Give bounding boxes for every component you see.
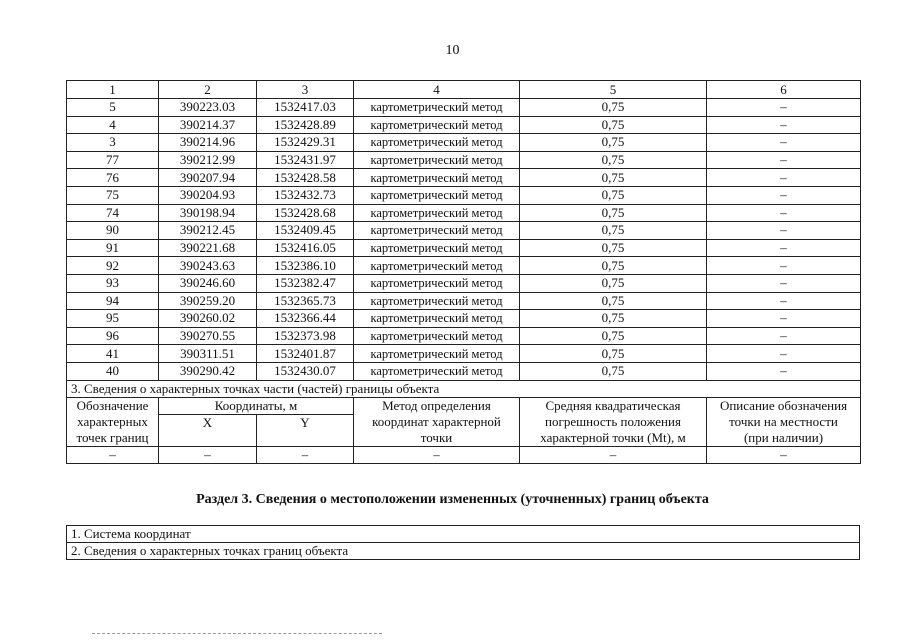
column-number: 2: [159, 81, 257, 99]
empty-cell: –: [257, 446, 354, 463]
coordinates-header: Координаты, м: [159, 397, 354, 414]
method-cell: картометрический метод: [354, 134, 520, 152]
empty-row: [67, 446, 861, 463]
point-number-cell: 77: [67, 151, 159, 169]
accuracy-cell: 0,75: [520, 327, 707, 345]
section-3-title: Раздел 3. Сведения о местоположении измененных (уточненных) границ объекта: [196, 492, 709, 507]
accuracy-cell: 0,75: [520, 257, 707, 275]
point-number-cell: 90: [67, 222, 159, 240]
point-number-cell: 95: [67, 310, 159, 328]
accuracy-cell: 0,75: [520, 345, 707, 363]
table-row: [67, 169, 861, 187]
section-3-row: [67, 543, 860, 560]
point-number-cell: 75: [67, 186, 159, 204]
x-cell: 390223.03: [159, 99, 257, 117]
accuracy-header: Средняя квадратическая погрешность положения характерной точки (Mt), м: [520, 397, 707, 446]
y-cell: 1532428.89: [257, 116, 354, 134]
table-row: [67, 274, 861, 292]
table-row: [67, 204, 861, 222]
point-number-cell: 3: [67, 134, 159, 152]
table-row: [67, 257, 861, 275]
accuracy-cell: 0,75: [520, 134, 707, 152]
point-number-cell: 76: [67, 169, 159, 187]
description-cell: –: [707, 327, 861, 345]
y-cell: 1532429.31: [257, 134, 354, 152]
accuracy-cell: 0,75: [520, 116, 707, 134]
point-number-cell: 94: [67, 292, 159, 310]
section-3-table: [66, 525, 860, 560]
accuracy-cell: 0,75: [520, 274, 707, 292]
y-cell: 1532386.10: [257, 257, 354, 275]
x-cell: 390290.42: [159, 362, 257, 380]
y-cell: 1532373.98: [257, 327, 354, 345]
point-number-cell: 74: [67, 204, 159, 222]
accuracy-cell: 0,75: [520, 204, 707, 222]
x-cell: 390207.94: [159, 169, 257, 187]
table-row: [67, 116, 861, 134]
x-cell: 390259.20: [159, 292, 257, 310]
method-cell: картометрический метод: [354, 274, 520, 292]
x-cell: 390214.37: [159, 116, 257, 134]
method-cell: картометрический метод: [354, 151, 520, 169]
page-number: 10: [445, 43, 460, 58]
column-number: 6: [707, 81, 861, 99]
point-number-cell: 40: [67, 362, 159, 380]
description-cell: –: [707, 116, 861, 134]
empty-cell: –: [67, 446, 159, 463]
point-number-cell: 41: [67, 345, 159, 363]
y-cell: 1532430.07: [257, 362, 354, 380]
y-cell: 1532409.45: [257, 222, 354, 240]
empty-cell: –: [354, 446, 520, 463]
description-cell: –: [707, 151, 861, 169]
description-cell: –: [707, 222, 861, 240]
method-cell: картометрический метод: [354, 345, 520, 363]
method-cell: картометрический метод: [354, 257, 520, 275]
description-cell: –: [707, 134, 861, 152]
method-cell: картометрический метод: [354, 186, 520, 204]
y-cell: 1532382.47: [257, 274, 354, 292]
point-number-cell: 5: [67, 99, 159, 117]
empty-cell: –: [159, 446, 257, 463]
x-cell: 390212.45: [159, 222, 257, 240]
description-cell: –: [707, 362, 861, 380]
y-cell: 1532366.44: [257, 310, 354, 328]
method-cell: картометрический метод: [354, 239, 520, 257]
y-cell: 1532432.73: [257, 186, 354, 204]
accuracy-cell: 0,75: [520, 99, 707, 117]
method-cell: картометрический метод: [354, 99, 520, 117]
method-cell: картометрический метод: [354, 292, 520, 310]
part-section-title: 3. Сведения о характерных точках части (частей) границы объекта: [67, 380, 861, 397]
column-number: 1: [67, 81, 159, 99]
y-cell: 1532431.97: [257, 151, 354, 169]
description-cell: –: [707, 274, 861, 292]
method-cell: картометрический метод: [354, 327, 520, 345]
method-cell: картометрический метод: [354, 362, 520, 380]
x-cell: 390212.99: [159, 151, 257, 169]
accuracy-cell: 0,75: [520, 310, 707, 328]
accuracy-cell: 0,75: [520, 151, 707, 169]
header-row-1: [67, 397, 861, 414]
table-row: [67, 362, 861, 380]
table-row: [67, 222, 861, 240]
method-cell: картометрический метод: [354, 310, 520, 328]
accuracy-cell: 0,75: [520, 239, 707, 257]
x-cell: 390260.02: [159, 310, 257, 328]
table-row: [67, 239, 861, 257]
table-row: [67, 134, 861, 152]
table-row: [67, 310, 861, 328]
table-row: [67, 292, 861, 310]
y-cell: 1532417.03: [257, 99, 354, 117]
y-cell: 1532365.73: [257, 292, 354, 310]
y-cell: 1532428.68: [257, 204, 354, 222]
accuracy-cell: 0,75: [520, 222, 707, 240]
description-header: Описание обозначения точки на местности (при наличии): [707, 397, 861, 446]
description-cell: –: [707, 257, 861, 275]
accuracy-cell: 0,75: [520, 169, 707, 187]
accuracy-cell: 0,75: [520, 292, 707, 310]
method-header: Метод определения координат характерной точки: [354, 397, 520, 446]
method-cell: картометрический метод: [354, 222, 520, 240]
x-cell: 390311.51: [159, 345, 257, 363]
description-cell: –: [707, 292, 861, 310]
table-row: [67, 151, 861, 169]
column-number-row: [67, 81, 861, 99]
designation-header: Обозначение характерных точек границ: [67, 397, 159, 446]
x-cell: 390221.68: [159, 239, 257, 257]
table-row: [67, 99, 861, 117]
x-cell: 390243.63: [159, 257, 257, 275]
part-section-row: [67, 380, 861, 397]
accuracy-cell: 0,75: [520, 362, 707, 380]
empty-cell: –: [707, 446, 861, 463]
table-row: [67, 327, 861, 345]
x-cell: 390214.96: [159, 134, 257, 152]
footer-divider: [92, 633, 382, 634]
y-header: Y: [257, 414, 354, 446]
accuracy-cell: 0,75: [520, 186, 707, 204]
section-3-row: [67, 526, 860, 543]
point-number-cell: 4: [67, 116, 159, 134]
y-cell: 1532401.87: [257, 345, 354, 363]
column-number: 5: [520, 81, 707, 99]
description-cell: –: [707, 99, 861, 117]
table-row: [67, 186, 861, 204]
table-row: [67, 345, 861, 363]
boundary-points-row: 2. Сведения о характерных точках границ объекта: [67, 543, 860, 560]
method-cell: картометрический метод: [354, 204, 520, 222]
column-number: 3: [257, 81, 354, 99]
x-cell: 390246.60: [159, 274, 257, 292]
y-cell: 1532428.58: [257, 169, 354, 187]
coordinates-table: [66, 80, 861, 464]
description-cell: –: [707, 186, 861, 204]
column-number: 4: [354, 81, 520, 99]
x-cell: 390204.93: [159, 186, 257, 204]
empty-cell: –: [520, 446, 707, 463]
point-number-cell: 91: [67, 239, 159, 257]
method-cell: картометрический метод: [354, 169, 520, 187]
point-number-cell: 96: [67, 327, 159, 345]
point-number-cell: 93: [67, 274, 159, 292]
x-header: X: [159, 414, 257, 446]
point-number-cell: 92: [67, 257, 159, 275]
x-cell: 390270.55: [159, 327, 257, 345]
description-cell: –: [707, 169, 861, 187]
x-cell: 390198.94: [159, 204, 257, 222]
description-cell: –: [707, 204, 861, 222]
description-cell: –: [707, 310, 861, 328]
description-cell: –: [707, 239, 861, 257]
method-cell: картометрический метод: [354, 116, 520, 134]
y-cell: 1532416.05: [257, 239, 354, 257]
description-cell: –: [707, 345, 861, 363]
coordinate-system-row: 1. Система координат: [67, 526, 860, 543]
